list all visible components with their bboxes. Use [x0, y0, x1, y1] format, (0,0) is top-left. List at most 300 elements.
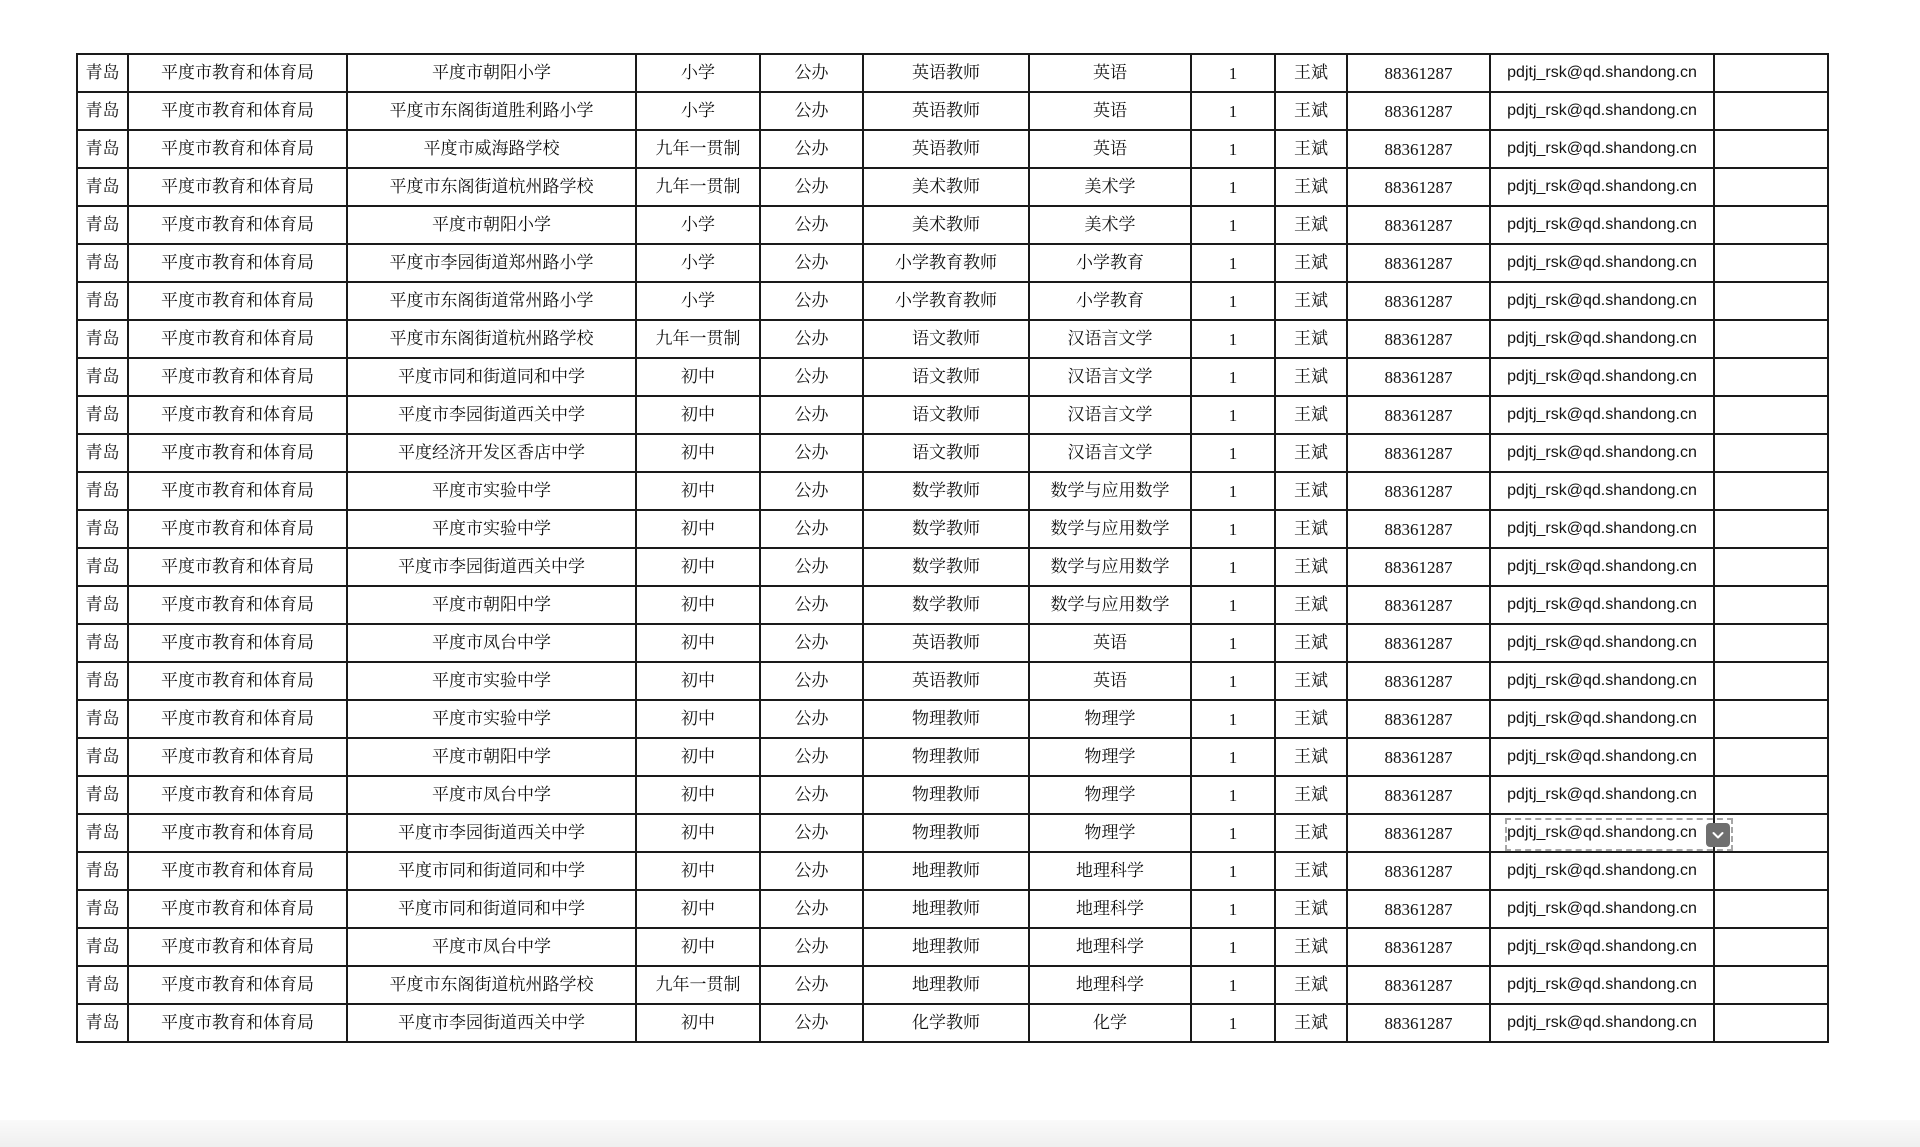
contact-cell[interactable]: 王斌	[1275, 738, 1347, 776]
major-cell[interactable]: 地理科学	[1029, 928, 1191, 966]
school-type-cell[interactable]: 小学	[636, 244, 760, 282]
contact-cell[interactable]: 王斌	[1275, 928, 1347, 966]
school-cell[interactable]: 平度市凤台中学	[347, 928, 636, 966]
position-cell[interactable]: 数学教师	[863, 510, 1029, 548]
city-cell[interactable]: 青岛	[77, 966, 128, 1004]
ownership-cell[interactable]: 公办	[760, 54, 863, 92]
city-cell[interactable]: 青岛	[77, 852, 128, 890]
contact-cell[interactable]: 王斌	[1275, 548, 1347, 586]
major-cell[interactable]: 美术学	[1029, 168, 1191, 206]
school-cell[interactable]: 平度市同和街道同和中学	[347, 358, 636, 396]
major-cell[interactable]: 小学教育	[1029, 282, 1191, 320]
email-cell[interactable]: pdjtj_rsk@qd.shandong.cn	[1490, 168, 1714, 206]
school-type-cell[interactable]: 初中	[636, 662, 760, 700]
count-cell[interactable]: 1	[1191, 928, 1275, 966]
email-cell[interactable]: pdjtj_rsk@qd.shandong.cn	[1490, 1004, 1714, 1042]
phone-cell[interactable]: 88361287	[1347, 54, 1490, 92]
major-cell[interactable]: 英语	[1029, 662, 1191, 700]
school-type-cell[interactable]: 初中	[636, 700, 760, 738]
school-cell[interactable]: 平度市东阁街道杭州路学校	[347, 320, 636, 358]
ownership-cell[interactable]: 公办	[760, 662, 863, 700]
notes-cell[interactable]	[1714, 320, 1828, 358]
school-type-cell[interactable]: 初中	[636, 396, 760, 434]
phone-cell[interactable]: 88361287	[1347, 662, 1490, 700]
email-cell[interactable]: pdjtj_rsk@qd.shandong.cn	[1490, 776, 1714, 814]
major-cell[interactable]: 英语	[1029, 624, 1191, 662]
school-cell[interactable]: 平度市李园街道西关中学	[347, 548, 636, 586]
notes-cell[interactable]	[1714, 700, 1828, 738]
email-cell[interactable]: pdjtj_rsk@qd.shandong.cn	[1490, 320, 1714, 358]
school-cell[interactable]: 平度市东阁街道杭州路学校	[347, 168, 636, 206]
school-cell[interactable]: 平度市朝阳中学	[347, 738, 636, 776]
department-cell[interactable]: 平度市教育和体育局	[128, 168, 347, 206]
email-cell[interactable]: pdjtj_rsk@qd.shandong.cn	[1490, 928, 1714, 966]
count-cell[interactable]: 1	[1191, 700, 1275, 738]
phone-cell[interactable]: 88361287	[1347, 624, 1490, 662]
school-type-cell[interactable]: 九年一贯制	[636, 320, 760, 358]
phone-cell[interactable]: 88361287	[1347, 966, 1490, 1004]
notes-cell[interactable]	[1714, 244, 1828, 282]
school-cell[interactable]: 平度市李园街道西关中学	[347, 396, 636, 434]
ownership-cell[interactable]: 公办	[760, 548, 863, 586]
notes-cell[interactable]	[1714, 548, 1828, 586]
contact-cell[interactable]: 王斌	[1275, 814, 1347, 852]
major-cell[interactable]: 物理学	[1029, 814, 1191, 852]
phone-cell[interactable]: 88361287	[1347, 472, 1490, 510]
position-cell[interactable]: 地理教师	[863, 966, 1029, 1004]
position-cell[interactable]: 数学教师	[863, 548, 1029, 586]
city-cell[interactable]: 青岛	[77, 168, 128, 206]
ownership-cell[interactable]: 公办	[760, 776, 863, 814]
count-cell[interactable]: 1	[1191, 586, 1275, 624]
city-cell[interactable]: 青岛	[77, 928, 128, 966]
position-cell[interactable]: 地理教师	[863, 852, 1029, 890]
contact-cell[interactable]: 王斌	[1275, 472, 1347, 510]
phone-cell[interactable]: 88361287	[1347, 168, 1490, 206]
department-cell[interactable]: 平度市教育和体育局	[128, 510, 347, 548]
position-cell[interactable]: 美术教师	[863, 206, 1029, 244]
school-type-cell[interactable]: 初中	[636, 928, 760, 966]
count-cell[interactable]: 1	[1191, 168, 1275, 206]
count-cell[interactable]: 1	[1191, 396, 1275, 434]
phone-cell[interactable]: 88361287	[1347, 1004, 1490, 1042]
phone-cell[interactable]: 88361287	[1347, 776, 1490, 814]
cell-dropdown-button[interactable]	[1706, 823, 1730, 847]
email-cell[interactable]: pdjtj_rsk@qd.shandong.cn	[1490, 130, 1714, 168]
count-cell[interactable]: 1	[1191, 890, 1275, 928]
position-cell[interactable]: 语文教师	[863, 434, 1029, 472]
notes-cell[interactable]	[1714, 54, 1828, 92]
count-cell[interactable]: 1	[1191, 852, 1275, 890]
school-type-cell[interactable]: 初中	[636, 358, 760, 396]
phone-cell[interactable]: 88361287	[1347, 890, 1490, 928]
contact-cell[interactable]: 王斌	[1275, 852, 1347, 890]
school-type-cell[interactable]: 小学	[636, 92, 760, 130]
school-type-cell[interactable]: 初中	[636, 890, 760, 928]
position-cell[interactable]: 小学教育教师	[863, 244, 1029, 282]
department-cell[interactable]: 平度市教育和体育局	[128, 586, 347, 624]
school-type-cell[interactable]: 小学	[636, 54, 760, 92]
department-cell[interactable]: 平度市教育和体育局	[128, 396, 347, 434]
department-cell[interactable]: 平度市教育和体育局	[128, 662, 347, 700]
school-cell[interactable]: 平度市凤台中学	[347, 624, 636, 662]
major-cell[interactable]: 地理科学	[1029, 890, 1191, 928]
phone-cell[interactable]: 88361287	[1347, 510, 1490, 548]
phone-cell[interactable]: 88361287	[1347, 358, 1490, 396]
city-cell[interactable]: 青岛	[77, 624, 128, 662]
school-cell[interactable]: 平度市李园街道西关中学	[347, 814, 636, 852]
department-cell[interactable]: 平度市教育和体育局	[128, 700, 347, 738]
email-cell[interactable]: pdjtj_rsk@qd.shandong.cn	[1490, 510, 1714, 548]
department-cell[interactable]: 平度市教育和体育局	[128, 966, 347, 1004]
notes-cell[interactable]	[1714, 586, 1828, 624]
department-cell[interactable]: 平度市教育和体育局	[128, 358, 347, 396]
school-cell[interactable]: 平度市凤台中学	[347, 776, 636, 814]
city-cell[interactable]: 青岛	[77, 54, 128, 92]
phone-cell[interactable]: 88361287	[1347, 548, 1490, 586]
major-cell[interactable]: 美术学	[1029, 206, 1191, 244]
major-cell[interactable]: 英语	[1029, 54, 1191, 92]
city-cell[interactable]: 青岛	[77, 396, 128, 434]
major-cell[interactable]: 数学与应用数学	[1029, 472, 1191, 510]
phone-cell[interactable]: 88361287	[1347, 738, 1490, 776]
phone-cell[interactable]: 88361287	[1347, 206, 1490, 244]
email-cell[interactable]: pdjtj_rsk@qd.shandong.cn	[1490, 624, 1714, 662]
phone-cell[interactable]: 88361287	[1347, 928, 1490, 966]
notes-cell[interactable]	[1714, 738, 1828, 776]
notes-cell[interactable]	[1714, 890, 1828, 928]
notes-cell[interactable]	[1714, 358, 1828, 396]
ownership-cell[interactable]: 公办	[760, 890, 863, 928]
count-cell[interactable]: 1	[1191, 624, 1275, 662]
city-cell[interactable]: 青岛	[77, 738, 128, 776]
ownership-cell[interactable]: 公办	[760, 700, 863, 738]
email-cell[interactable]: pdjtj_rsk@qd.shandong.cn	[1490, 890, 1714, 928]
department-cell[interactable]: 平度市教育和体育局	[128, 282, 347, 320]
department-cell[interactable]: 平度市教育和体育局	[128, 434, 347, 472]
email-cell[interactable]: pdjtj_rsk@qd.shandong.cn	[1490, 358, 1714, 396]
notes-cell[interactable]	[1714, 92, 1828, 130]
ownership-cell[interactable]: 公办	[760, 282, 863, 320]
school-cell[interactable]: 平度市朝阳中学	[347, 586, 636, 624]
phone-cell[interactable]: 88361287	[1347, 814, 1490, 852]
position-cell[interactable]: 语文教师	[863, 320, 1029, 358]
ownership-cell[interactable]: 公办	[760, 396, 863, 434]
phone-cell[interactable]: 88361287	[1347, 130, 1490, 168]
notes-cell[interactable]	[1714, 624, 1828, 662]
school-cell[interactable]: 平度市实验中学	[347, 510, 636, 548]
count-cell[interactable]: 1	[1191, 130, 1275, 168]
school-type-cell[interactable]: 小学	[636, 206, 760, 244]
ownership-cell[interactable]: 公办	[760, 814, 863, 852]
count-cell[interactable]: 1	[1191, 510, 1275, 548]
position-cell[interactable]: 物理教师	[863, 776, 1029, 814]
position-cell[interactable]: 语文教师	[863, 358, 1029, 396]
school-type-cell[interactable]: 初中	[636, 472, 760, 510]
ownership-cell[interactable]: 公办	[760, 320, 863, 358]
school-cell[interactable]: 平度市朝阳小学	[347, 206, 636, 244]
notes-cell[interactable]	[1714, 130, 1828, 168]
school-cell[interactable]: 平度市朝阳小学	[347, 54, 636, 92]
position-cell[interactable]: 英语教师	[863, 130, 1029, 168]
school-cell[interactable]: 平度市东阁街道杭州路学校	[347, 966, 636, 1004]
city-cell[interactable]: 青岛	[77, 586, 128, 624]
school-cell[interactable]: 平度市同和街道同和中学	[347, 852, 636, 890]
notes-cell[interactable]	[1714, 206, 1828, 244]
position-cell[interactable]: 物理教师	[863, 814, 1029, 852]
email-cell[interactable]: pdjtj_rsk@qd.shandong.cn	[1490, 966, 1714, 1004]
count-cell[interactable]: 1	[1191, 320, 1275, 358]
contact-cell[interactable]: 王斌	[1275, 662, 1347, 700]
position-cell[interactable]: 地理教师	[863, 890, 1029, 928]
position-cell[interactable]: 数学教师	[863, 472, 1029, 510]
notes-cell[interactable]	[1714, 510, 1828, 548]
department-cell[interactable]: 平度市教育和体育局	[128, 624, 347, 662]
ownership-cell[interactable]: 公办	[760, 434, 863, 472]
contact-cell[interactable]: 王斌	[1275, 396, 1347, 434]
school-cell[interactable]: 平度市李园街道郑州路小学	[347, 244, 636, 282]
school-type-cell[interactable]: 九年一贯制	[636, 168, 760, 206]
ownership-cell[interactable]: 公办	[760, 92, 863, 130]
count-cell[interactable]: 1	[1191, 776, 1275, 814]
city-cell[interactable]: 青岛	[77, 282, 128, 320]
phone-cell[interactable]: 88361287	[1347, 434, 1490, 472]
email-cell[interactable]: pdjtj_rsk@qd.shandong.cn	[1490, 662, 1714, 700]
contact-cell[interactable]: 王斌	[1275, 586, 1347, 624]
ownership-cell[interactable]: 公办	[760, 244, 863, 282]
email-cell[interactable]: pdjtj_rsk@qd.shandong.cn	[1490, 738, 1714, 776]
position-cell[interactable]: 英语教师	[863, 662, 1029, 700]
major-cell[interactable]: 地理科学	[1029, 966, 1191, 1004]
city-cell[interactable]: 青岛	[77, 814, 128, 852]
count-cell[interactable]: 1	[1191, 54, 1275, 92]
ownership-cell[interactable]: 公办	[760, 738, 863, 776]
notes-cell[interactable]	[1714, 472, 1828, 510]
phone-cell[interactable]: 88361287	[1347, 320, 1490, 358]
school-cell[interactable]: 平度市东阁街道常州路小学	[347, 282, 636, 320]
contact-cell[interactable]: 王斌	[1275, 320, 1347, 358]
notes-cell[interactable]	[1714, 928, 1828, 966]
major-cell[interactable]: 汉语言文学	[1029, 396, 1191, 434]
department-cell[interactable]: 平度市教育和体育局	[128, 92, 347, 130]
email-cell[interactable]: pdjtj_rsk@qd.shandong.cn	[1490, 472, 1714, 510]
ownership-cell[interactable]: 公办	[760, 928, 863, 966]
contact-cell[interactable]: 王斌	[1275, 776, 1347, 814]
school-cell[interactable]: 平度市同和街道同和中学	[347, 890, 636, 928]
school-type-cell[interactable]: 初中	[636, 776, 760, 814]
notes-cell[interactable]	[1714, 814, 1828, 852]
count-cell[interactable]: 1	[1191, 434, 1275, 472]
email-cell[interactable]: pdjtj_rsk@qd.shandong.cn	[1490, 206, 1714, 244]
contact-cell[interactable]: 王斌	[1275, 700, 1347, 738]
notes-cell[interactable]	[1714, 776, 1828, 814]
city-cell[interactable]: 青岛	[77, 662, 128, 700]
school-type-cell[interactable]: 初中	[636, 1004, 760, 1042]
city-cell[interactable]: 青岛	[77, 244, 128, 282]
school-type-cell[interactable]: 初中	[636, 624, 760, 662]
contact-cell[interactable]: 王斌	[1275, 54, 1347, 92]
contact-cell[interactable]: 王斌	[1275, 282, 1347, 320]
contact-cell[interactable]: 王斌	[1275, 130, 1347, 168]
ownership-cell[interactable]: 公办	[760, 586, 863, 624]
notes-cell[interactable]	[1714, 852, 1828, 890]
phone-cell[interactable]: 88361287	[1347, 586, 1490, 624]
count-cell[interactable]: 1	[1191, 814, 1275, 852]
school-type-cell[interactable]: 初中	[636, 852, 760, 890]
position-cell[interactable]: 物理教师	[863, 700, 1029, 738]
contact-cell[interactable]: 王斌	[1275, 966, 1347, 1004]
notes-cell[interactable]	[1714, 282, 1828, 320]
major-cell[interactable]: 数学与应用数学	[1029, 586, 1191, 624]
city-cell[interactable]: 青岛	[77, 472, 128, 510]
school-cell[interactable]: 平度经济开发区香店中学	[347, 434, 636, 472]
school-type-cell[interactable]: 初中	[636, 738, 760, 776]
city-cell[interactable]: 青岛	[77, 434, 128, 472]
major-cell[interactable]: 物理学	[1029, 700, 1191, 738]
position-cell[interactable]: 英语教师	[863, 624, 1029, 662]
contact-cell[interactable]: 王斌	[1275, 358, 1347, 396]
email-cell[interactable]: pdjtj_rsk@qd.shandong.cn	[1490, 244, 1714, 282]
city-cell[interactable]: 青岛	[77, 206, 128, 244]
city-cell[interactable]: 青岛	[77, 358, 128, 396]
selected-cell-text[interactable]: pdjtj_rsk@qd.shandong.cn	[1507, 824, 1697, 841]
school-type-cell[interactable]: 初中	[636, 586, 760, 624]
department-cell[interactable]: 平度市教育和体育局	[128, 320, 347, 358]
email-cell[interactable]: pdjtj_rsk@qd.shandong.cn	[1490, 586, 1714, 624]
city-cell[interactable]: 青岛	[77, 92, 128, 130]
email-cell[interactable]: pdjtj_rsk@qd.shandong.cn	[1490, 434, 1714, 472]
notes-cell[interactable]	[1714, 396, 1828, 434]
count-cell[interactable]: 1	[1191, 548, 1275, 586]
school-type-cell[interactable]: 初中	[636, 814, 760, 852]
contact-cell[interactable]: 王斌	[1275, 244, 1347, 282]
position-cell[interactable]: 英语教师	[863, 54, 1029, 92]
school-type-cell[interactable]: 小学	[636, 282, 760, 320]
count-cell[interactable]: 1	[1191, 358, 1275, 396]
contact-cell[interactable]: 王斌	[1275, 168, 1347, 206]
notes-cell[interactable]	[1714, 168, 1828, 206]
city-cell[interactable]: 青岛	[77, 1004, 128, 1042]
department-cell[interactable]: 平度市教育和体育局	[128, 206, 347, 244]
school-cell[interactable]: 平度市李园街道西关中学	[347, 1004, 636, 1042]
major-cell[interactable]: 英语	[1029, 92, 1191, 130]
department-cell[interactable]: 平度市教育和体育局	[128, 928, 347, 966]
ownership-cell[interactable]: 公办	[760, 852, 863, 890]
department-cell[interactable]: 平度市教育和体育局	[128, 472, 347, 510]
school-type-cell[interactable]: 九年一贯制	[636, 130, 760, 168]
ownership-cell[interactable]: 公办	[760, 510, 863, 548]
major-cell[interactable]: 汉语言文学	[1029, 434, 1191, 472]
ownership-cell[interactable]: 公办	[760, 472, 863, 510]
count-cell[interactable]: 1	[1191, 472, 1275, 510]
count-cell[interactable]: 1	[1191, 1004, 1275, 1042]
major-cell[interactable]: 小学教育	[1029, 244, 1191, 282]
phone-cell[interactable]: 88361287	[1347, 396, 1490, 434]
count-cell[interactable]: 1	[1191, 738, 1275, 776]
major-cell[interactable]: 物理学	[1029, 738, 1191, 776]
phone-cell[interactable]: 88361287	[1347, 92, 1490, 130]
count-cell[interactable]: 1	[1191, 966, 1275, 1004]
department-cell[interactable]: 平度市教育和体育局	[128, 54, 347, 92]
major-cell[interactable]: 地理科学	[1029, 852, 1191, 890]
school-cell[interactable]: 平度市实验中学	[347, 472, 636, 510]
ownership-cell[interactable]: 公办	[760, 206, 863, 244]
position-cell[interactable]: 语文教师	[863, 396, 1029, 434]
contact-cell[interactable]: 王斌	[1275, 624, 1347, 662]
major-cell[interactable]: 物理学	[1029, 776, 1191, 814]
contact-cell[interactable]: 王斌	[1275, 890, 1347, 928]
notes-cell[interactable]	[1714, 434, 1828, 472]
department-cell[interactable]: 平度市教育和体育局	[128, 776, 347, 814]
email-cell[interactable]: pdjtj_rsk@qd.shandong.cn	[1490, 700, 1714, 738]
department-cell[interactable]: 平度市教育和体育局	[128, 1004, 347, 1042]
department-cell[interactable]: 平度市教育和体育局	[128, 814, 347, 852]
contact-cell[interactable]: 王斌	[1275, 92, 1347, 130]
count-cell[interactable]: 1	[1191, 206, 1275, 244]
city-cell[interactable]: 青岛	[77, 130, 128, 168]
department-cell[interactable]: 平度市教育和体育局	[128, 548, 347, 586]
email-cell[interactable]: pdjtj_rsk@qd.shandong.cn	[1490, 54, 1714, 92]
school-type-cell[interactable]: 九年一贯制	[636, 966, 760, 1004]
notes-cell[interactable]	[1714, 966, 1828, 1004]
position-cell[interactable]: 物理教师	[863, 738, 1029, 776]
major-cell[interactable]: 数学与应用数学	[1029, 510, 1191, 548]
email-cell[interactable]: pdjtj_rsk@qd.shandong.cn	[1490, 548, 1714, 586]
phone-cell[interactable]: 88361287	[1347, 282, 1490, 320]
major-cell[interactable]: 汉语言文学	[1029, 358, 1191, 396]
major-cell[interactable]: 汉语言文学	[1029, 320, 1191, 358]
major-cell[interactable]: 英语	[1029, 130, 1191, 168]
email-cell[interactable]: pdjtj_rsk@qd.shandong.cn	[1490, 852, 1714, 890]
position-cell[interactable]: 小学教育教师	[863, 282, 1029, 320]
city-cell[interactable]: 青岛	[77, 890, 128, 928]
count-cell[interactable]: 1	[1191, 92, 1275, 130]
notes-cell[interactable]	[1714, 1004, 1828, 1042]
major-cell[interactable]: 数学与应用数学	[1029, 548, 1191, 586]
city-cell[interactable]: 青岛	[77, 548, 128, 586]
contact-cell[interactable]: 王斌	[1275, 510, 1347, 548]
school-type-cell[interactable]: 初中	[636, 434, 760, 472]
email-cell[interactable]: pdjtj_rsk@qd.shandong.cn	[1490, 92, 1714, 130]
position-cell[interactable]: 英语教师	[863, 92, 1029, 130]
email-cell[interactable]: pdjtj_rsk@qd.shandong.cn	[1490, 396, 1714, 434]
department-cell[interactable]: 平度市教育和体育局	[128, 244, 347, 282]
department-cell[interactable]: 平度市教育和体育局	[128, 890, 347, 928]
ownership-cell[interactable]: 公办	[760, 966, 863, 1004]
school-cell[interactable]: 平度市实验中学	[347, 700, 636, 738]
contact-cell[interactable]: 王斌	[1275, 434, 1347, 472]
count-cell[interactable]: 1	[1191, 244, 1275, 282]
school-type-cell[interactable]: 初中	[636, 548, 760, 586]
school-cell[interactable]: 平度市实验中学	[347, 662, 636, 700]
ownership-cell[interactable]: 公办	[760, 130, 863, 168]
phone-cell[interactable]: 88361287	[1347, 700, 1490, 738]
email-cell[interactable]: pdjtj_rsk@qd.shandong.cn	[1490, 282, 1714, 320]
ownership-cell[interactable]: 公办	[760, 168, 863, 206]
ownership-cell[interactable]: 公办	[760, 358, 863, 396]
email-cell[interactable]	[1490, 814, 1714, 852]
contact-cell[interactable]: 王斌	[1275, 206, 1347, 244]
school-cell[interactable]: 平度市东阁街道胜利路小学	[347, 92, 636, 130]
phone-cell[interactable]: 88361287	[1347, 244, 1490, 282]
position-cell[interactable]: 地理教师	[863, 928, 1029, 966]
position-cell[interactable]: 美术教师	[863, 168, 1029, 206]
city-cell[interactable]: 青岛	[77, 776, 128, 814]
city-cell[interactable]: 青岛	[77, 700, 128, 738]
city-cell[interactable]: 青岛	[77, 510, 128, 548]
count-cell[interactable]: 1	[1191, 282, 1275, 320]
department-cell[interactable]: 平度市教育和体育局	[128, 130, 347, 168]
